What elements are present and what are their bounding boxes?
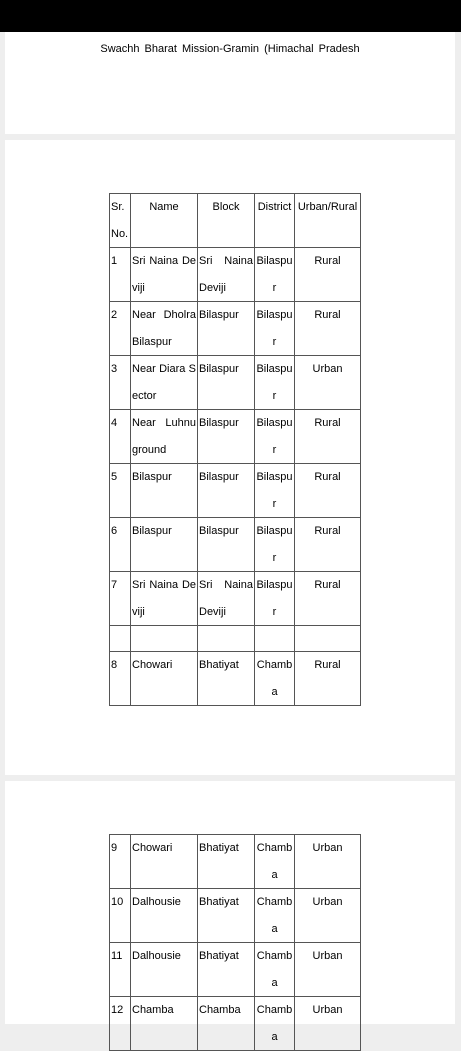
cell-district: Chamba <box>255 943 295 997</box>
document-page-1 <box>5 32 455 134</box>
table-row <box>110 943 361 997</box>
cell-block: Bilaspur <box>198 464 255 518</box>
cell-name: Chamba <box>131 997 198 1051</box>
table-row <box>110 464 361 518</box>
cell-sr-no: 6 <box>110 518 131 572</box>
status-bar <box>0 0 461 32</box>
cell-district: Chamba <box>255 889 295 943</box>
cell-sr-no: 12 <box>110 997 131 1051</box>
cell-district: Bilaspur <box>255 410 295 464</box>
header-sr-no: Sr. No. <box>110 194 131 248</box>
cell-urban-rural: Urban <box>295 356 361 410</box>
cell-block: Bilaspur <box>198 518 255 572</box>
cell-urban-rural: Rural <box>295 464 361 518</box>
table-row <box>110 835 361 889</box>
cell-urban-rural: Rural <box>295 302 361 356</box>
cell-name: Near Luhnu ground <box>131 410 198 464</box>
table-row <box>110 518 361 572</box>
cell-block: Bilaspur <box>198 302 255 356</box>
empty-cell <box>131 626 198 652</box>
cell-sr-no: 4 <box>110 410 131 464</box>
cell-sr-no: 3 <box>110 356 131 410</box>
table-row <box>110 572 361 626</box>
empty-cell <box>295 626 361 652</box>
empty-cell <box>110 626 131 652</box>
cell-urban-rural: Rural <box>295 652 361 706</box>
empty-table-row <box>110 626 361 652</box>
cell-block: Bhatiyat <box>198 652 255 706</box>
table-header-row <box>110 194 361 248</box>
table-row <box>110 889 361 943</box>
header-urban-rural: Urban/Rural <box>295 194 361 248</box>
cell-urban-rural: Rural <box>295 248 361 302</box>
cell-district: Chamba <box>255 652 295 706</box>
header-name: Name <box>131 194 198 248</box>
cell-block: Sri Naina Deviji <box>198 248 255 302</box>
cell-urban-rural: Urban <box>295 889 361 943</box>
toilet-location-table <box>109 193 361 706</box>
cell-urban-rural: Rural <box>295 410 361 464</box>
table-row <box>110 302 361 356</box>
cell-sr-no: 2 <box>110 302 131 356</box>
cell-urban-rural: Urban <box>295 835 361 889</box>
cell-name: Near Diara Sector <box>131 356 198 410</box>
cell-name: Sri Naina Deviji <box>131 572 198 626</box>
cell-urban-rural: Rural <box>295 518 361 572</box>
cell-district: Bilaspur <box>255 518 295 572</box>
cell-district: Bilaspur <box>255 302 295 356</box>
cell-name: Near Dholra Bilaspur <box>131 302 198 356</box>
header-district: District <box>255 194 295 248</box>
cell-block: Bhatiyat <box>198 943 255 997</box>
cell-block: Sri Naina Deviji <box>198 572 255 626</box>
cell-urban-rural: Urban <box>295 997 361 1051</box>
document-page-3 <box>5 781 455 1043</box>
cell-district: Bilaspur <box>255 464 295 518</box>
cell-name: Chowari <box>131 652 198 706</box>
empty-cell <box>255 626 295 652</box>
cell-name: Dalhousie <box>131 943 198 997</box>
cell-sr-no: 7 <box>110 572 131 626</box>
cell-block: Chamba <box>198 997 255 1051</box>
cell-sr-no: 5 <box>110 464 131 518</box>
cell-sr-no: 10 <box>110 889 131 943</box>
cell-district: Chamba <box>255 997 295 1051</box>
cell-sr-no: 11 <box>110 943 131 997</box>
toilet-location-table-continued <box>109 834 361 1051</box>
document-page-2 <box>5 140 455 775</box>
table-row <box>110 248 361 302</box>
cell-district: Bilaspur <box>255 356 295 410</box>
cell-urban-rural: Rural <box>295 572 361 626</box>
cell-block: Bilaspur <box>198 356 255 410</box>
cell-block: Bhatiyat <box>198 889 255 943</box>
cell-sr-no: 1 <box>110 248 131 302</box>
table-row <box>110 410 361 464</box>
cell-urban-rural: Urban <box>295 943 361 997</box>
cell-name: Dalhousie <box>131 889 198 943</box>
cell-name: Sri Naina Deviji <box>131 248 198 302</box>
cell-district: Bilaspur <box>255 248 295 302</box>
document-title: Swachh Bharat Mission-Gramin (Himachal Pradesh <box>100 43 360 55</box>
header-block: Block <box>198 194 255 248</box>
cell-district: Chamba <box>255 835 295 889</box>
cell-name: Bilaspur <box>131 464 198 518</box>
cell-district: Bilaspur <box>255 572 295 626</box>
cell-name: Bilaspur <box>131 518 198 572</box>
table-row <box>110 356 361 410</box>
cell-sr-no: 9 <box>110 835 131 889</box>
table-row <box>110 652 361 706</box>
cell-sr-no: 8 <box>110 652 131 706</box>
empty-cell <box>198 626 255 652</box>
cell-block: Bilaspur <box>198 410 255 464</box>
cell-name: Chowari <box>131 835 198 889</box>
cell-block: Bhatiyat <box>198 835 255 889</box>
